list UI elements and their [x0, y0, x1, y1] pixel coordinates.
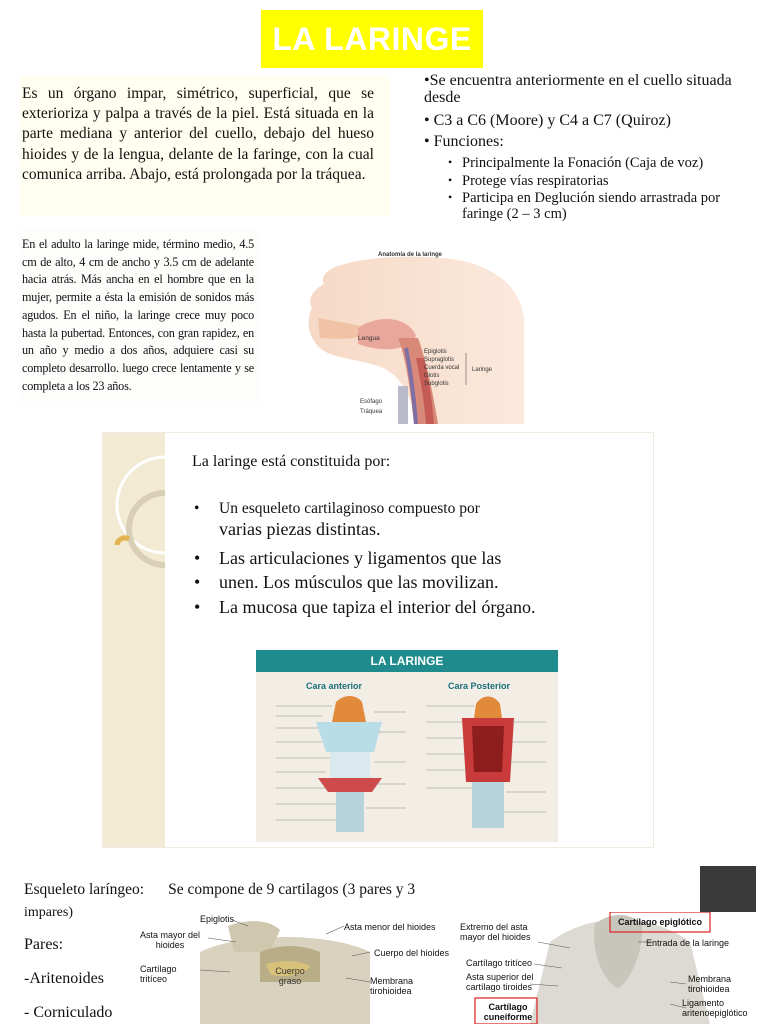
label-cuerpo-hioides: Cuerpo del hioides: [374, 948, 450, 958]
label-cuerpo-graso: Cuerpo graso: [275, 966, 305, 986]
list-item-continuation: varias piezas distintas.: [219, 519, 381, 539]
label-extremo-asta: Extremo del asta mayor del hioides: [460, 922, 531, 942]
figure-title: LA LARINGE: [370, 654, 444, 668]
slide-side-band: [103, 433, 165, 847]
page-title: LA LARINGE: [272, 20, 472, 57]
list-item: -Aritenoides: [24, 970, 104, 987]
location-block: [424, 72, 759, 224]
label-asta-mayor: Asta mayor del hioides: [139, 930, 201, 950]
skeleton-description: Se compone de 9 cartilagos (3 pares y 3: [168, 881, 416, 898]
skeleton-label: Esqueleto laríngeo:: [24, 881, 145, 898]
anatomy-figure: [298, 248, 528, 424]
location-text: •Se encuentra anteriormente en el cuello situada desde: [424, 72, 732, 106]
label-cara-posterior: Cara Posterior: [448, 681, 511, 691]
anatomy-illustration: [298, 248, 528, 424]
vertebra-range: • C3 a C6 (Moore) y C4 a C7 (Quiroz): [424, 112, 671, 129]
constitution-list: [192, 500, 632, 620]
label-subglotis: Subglotis: [424, 381, 449, 387]
label-traquea: Tráquea: [360, 409, 383, 415]
skeleton-heading: [24, 881, 415, 899]
label-cara-anterior: Cara anterior: [306, 681, 363, 691]
list-item: • Las articulaciones y ligamentos que las: [192, 546, 632, 570]
label-asta-superior: Asta superior del cartílago tiroides: [466, 972, 534, 992]
label-cartilago-epiglotico: Cartílago epiglótico: [618, 917, 703, 927]
list-item: • Protege vías respiratorias: [448, 174, 759, 190]
functions-heading: • Funciones:: [424, 133, 504, 150]
label-lengua: Lengua: [358, 335, 380, 342]
skeleton-continuation: impares): [24, 905, 73, 920]
list-item: • La mucosa que tapiza el interior del órgano.: [192, 594, 632, 620]
label-supraglotis: Supraglotis: [424, 357, 455, 363]
label-membrana-right: Membrana tirohioidea: [688, 974, 732, 994]
laringe-figure: [256, 650, 558, 842]
label-asta-menor: Asta menor del hioides: [344, 922, 436, 932]
list-item: [192, 500, 632, 540]
cartilage-illustration: [130, 912, 768, 1024]
dark-square: [700, 866, 756, 912]
label-esofago: Esófago: [360, 399, 383, 405]
cartilage-figure: [130, 912, 768, 1024]
label-ligamento: Ligamento aritenoepiglótico: [682, 998, 748, 1018]
list-item: • unen. Los músculos que las movilizan.: [192, 570, 632, 594]
label-epiglotis: Epiglotis: [200, 914, 235, 924]
label-cuerda-vocal: Cuerda vocal: [424, 365, 460, 371]
title-banner: [261, 10, 483, 68]
list-item-text: Un esqueleto cartilaginoso compuesto por: [219, 500, 480, 517]
posterior-view: [426, 697, 546, 829]
larynx-illustration: [256, 692, 558, 842]
anterior-view: [276, 696, 406, 832]
label-laringe: Laringe: [472, 367, 493, 373]
decorative-rings-icon: [103, 433, 165, 847]
list-item: • Participa en Deglución siendo arrastrada por faringe (2 – 3 cm): [448, 191, 759, 222]
functions-list: [424, 156, 759, 222]
label-cartilago-triticeo: Cartílago tritíceo: [140, 964, 177, 984]
label-glotis: Glotis: [424, 373, 440, 379]
label-cartilago-cuneiforme: Cartílago cuneiforme: [483, 1002, 533, 1022]
constitution-title: La laringe está constituida por:: [192, 453, 391, 470]
label-cartilago-triticeo-right: Cartílago tritíceo: [466, 958, 533, 968]
anatomy-title: Anatomía de la laringe: [378, 252, 443, 258]
label-membrana-tirohioidea: Membrana tirohioidea: [370, 976, 414, 996]
list-item: - Corniculado: [24, 1004, 113, 1021]
list-item: • Principalmente la Fonación (Caja de voz): [448, 156, 759, 172]
pares-heading: Pares:: [24, 936, 64, 953]
label-entrada-laringe: Entrada de la laringe: [646, 938, 730, 948]
label-epiglotis: Epiglotis: [424, 349, 447, 355]
figure-header: [256, 650, 558, 672]
intro-paragraph: Es un órgano impar, simétrico, superficial, que se exterioriza y palpa a través de la piel. Está situada en la parte mediana y anterior del cuello, debajo del hueso hioides y de la lengua, delante de la faringe, con la cual comunica arriba. Abajo, está prolongada por la tráquea.: [22, 85, 374, 183]
adult-paragraph: En el adulto la laringe mide, término medio, 4.5 cm de alto, 4 cm de ancho y 3.5 cm de adelante hacia atrás. Más ancha en el hombre que en la mujer, permite a ésta la emisión de sonidos más agudos. En el niño, la laringe crece muy poco hasta la pubertad. Entonces, con gran rapidez, en un año y medio a dos años, adquiere casi su completo desarrollo. luego crece lentamente y se completa a los 23 años.: [22, 237, 254, 393]
